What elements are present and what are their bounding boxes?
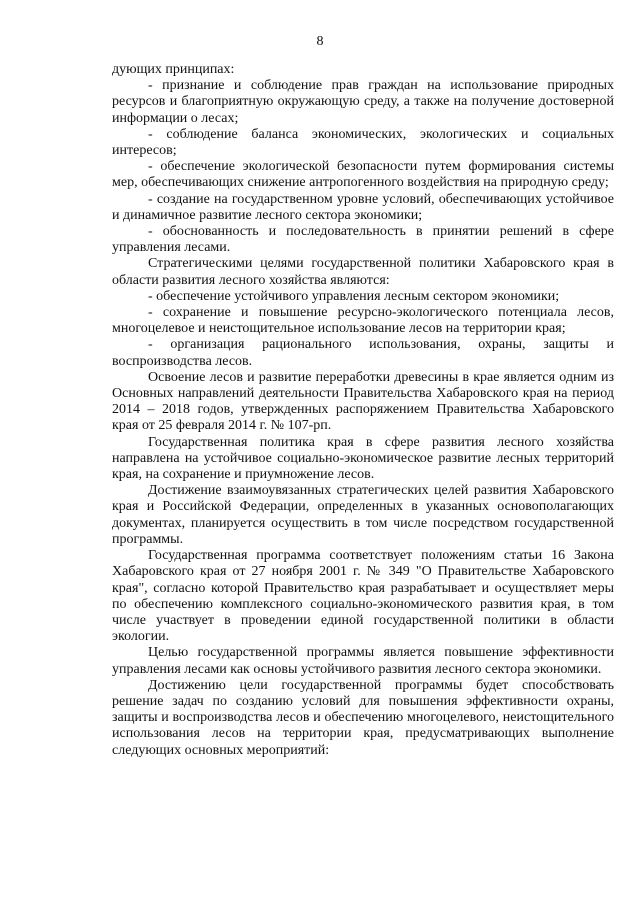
paragraph: - обоснованность и последовательность в принятии решений в сфере управления лесами. (112, 224, 614, 256)
paragraph: - обеспечение экологической безопасности путем формирования системы мер, обеспечивающих снижение антропогенного воздействия на природную среду; (112, 159, 614, 191)
paragraph: Стратегическими целями государственной политики Хабаровского края в области развития лесного хозяйства являются: (112, 256, 614, 288)
paragraph: - соблюдение баланса экономических, экологических и социальных интересов; (112, 126, 614, 159)
paragraph: Государственная программа соответствует положениям статьи 16 Закона Хабаровского края от 27 ноября 2001 г. № 349 "О Правительстве Хабаровского края", согласно которой Правительство края разрабатывает и осуществляет меры по обеспечению комплексного социально-экономического развития края, в том числе участвует в проведении единой государственной политики в области экологии. (112, 548, 614, 645)
paragraph: - обеспечение устойчивого управления лесным сектором экономики; (148, 288, 560, 304)
paragraph: - организация рационального использования, охраны, защиты и воспроизводства лесов. (112, 337, 614, 369)
paragraph: - создание на государственном уровне условий, обеспечивающих устойчивое и динамичное развитие лесного сектора экономики; (112, 191, 614, 223)
paragraph: - сохранение и повышение ресурсно-экологического потенциала лесов, многоцелевое и неистощительное использование лесов на территории края; (112, 305, 614, 337)
paragraph: дующих принципах: (112, 62, 235, 77)
paragraph: Освоение лесов и развитие переработки древесины в крае является одним из Основных направлений деятельности Правительства Хабаровского края на период 2014 – 2018 годов, утвержденных распоряжением Правительства Хабаровского края от 25 февраля 2014 г. № 107-рп. (112, 369, 614, 434)
paragraph: Государственная политика края в сфере развития лесного хозяйства направлена на устойчивое социально-экономическое развитие лесных территорий края, на сохранение и приумножение лесов. (112, 434, 614, 483)
paragraph: Достижение взаимоувязанных стратегических целей развития Хабаровского края и Российской Федерации, определенных в указанных основополагающих документах, планируется осуществить в том числе посредством государственной программы. (112, 483, 614, 547)
paragraph: Целью государственной программы является повышение эффективности управления лесами как основы устойчивого развития лесного сектора экономики. (112, 645, 614, 677)
paragraph: - признание и соблюдение прав граждан на использование природных ресурсов и благоприятную окружающую среду, а также на получение достоверной информации о лесах; (112, 78, 614, 126)
page-number: 8 (316, 34, 324, 49)
paragraph: Достижению цели государственной программы будет способствовать решение задач по созданию условий для повышения эффективности охраны, защиты и воспроизводства лесов и обеспечению многоцелевого, неистощительного использования лесов на территории края, предусматривающих выполнение следующих основных мероприятий: (112, 677, 614, 758)
document-body (112, 62, 614, 759)
